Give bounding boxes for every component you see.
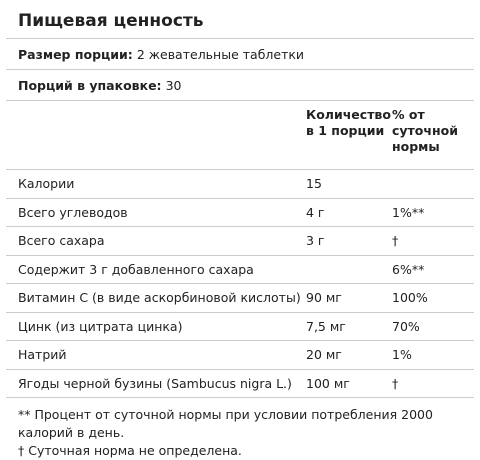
nutrient-amount: 100 мг xyxy=(306,375,350,391)
header-dv-line2: суточной xyxy=(392,123,458,138)
servings-per-container-label: Порций в упаковке: xyxy=(18,77,162,93)
nutrient-name: Цинк (из цитрата цинка) xyxy=(18,318,183,334)
nutrient-name: Содержит 3 г добавленного сахара xyxy=(18,261,254,277)
nutrient-table-body xyxy=(6,170,474,398)
header-dv-cell xyxy=(392,107,474,169)
header-dv-line1: % от xyxy=(392,107,425,122)
nutrient-amount: 90 мг xyxy=(306,290,342,306)
table-row xyxy=(6,227,474,256)
nutrient-dv: 1% xyxy=(392,347,412,363)
serving-size-label: Размер порции: xyxy=(18,46,133,62)
nutrient-dv: 1%** xyxy=(392,204,425,220)
nutrient-amount: 15 xyxy=(306,176,322,192)
serving-size-value: 2 жевательные таблетки xyxy=(136,46,305,62)
nutrient-dv: 100% xyxy=(392,290,428,306)
nutrient-amount: 4 г xyxy=(306,204,325,220)
footnote-not-established: † Суточная норма не определена. xyxy=(18,443,242,458)
nutrient-name: Витамин C (в виде аскорбиновой кислоты) xyxy=(18,290,301,306)
nutrient-dv: 70% xyxy=(392,318,420,334)
panel-title: Пищевая ценность xyxy=(6,3,474,39)
footnotes xyxy=(6,398,474,460)
header-amount-line1: Количество xyxy=(306,107,391,122)
serving-size-row xyxy=(6,39,474,70)
header-amount-cell xyxy=(306,107,392,169)
table-row xyxy=(6,370,474,399)
nutrient-amount: 3 г xyxy=(306,233,325,249)
servings-per-container-row xyxy=(6,70,474,101)
table-row xyxy=(6,313,474,342)
nutrient-dv: † xyxy=(392,233,399,249)
header-dv-line3: нормы xyxy=(392,139,440,154)
nutrient-name: Калории xyxy=(18,176,75,192)
nutrient-name: Ягоды черной бузины (Sambucus nigra L.) xyxy=(18,375,292,391)
nutrient-name: Всего сахара xyxy=(18,233,105,249)
nutrient-dv: † xyxy=(392,375,399,391)
nutrient-amount: 7,5 мг xyxy=(306,318,346,334)
servings-per-container-value: 30 xyxy=(165,77,182,93)
table-row xyxy=(6,284,474,313)
table-header-row xyxy=(6,101,474,170)
nutrient-name: Всего углеводов xyxy=(18,204,128,220)
table-row xyxy=(6,199,474,228)
nutrient-dv: 6%** xyxy=(392,261,425,277)
footnote-daily-value: ** Процент от суточной нормы при условии потребления 2000 калорий в день. xyxy=(18,407,433,440)
header-amount-line2: в 1 порции xyxy=(306,123,385,138)
table-row xyxy=(6,256,474,285)
table-row xyxy=(6,170,474,199)
nutrient-amount: 20 мг xyxy=(306,347,342,363)
table-row xyxy=(6,341,474,370)
header-name-cell xyxy=(6,107,306,169)
nutrient-name: Натрий xyxy=(18,347,67,363)
nutrition-facts-panel xyxy=(6,3,474,458)
